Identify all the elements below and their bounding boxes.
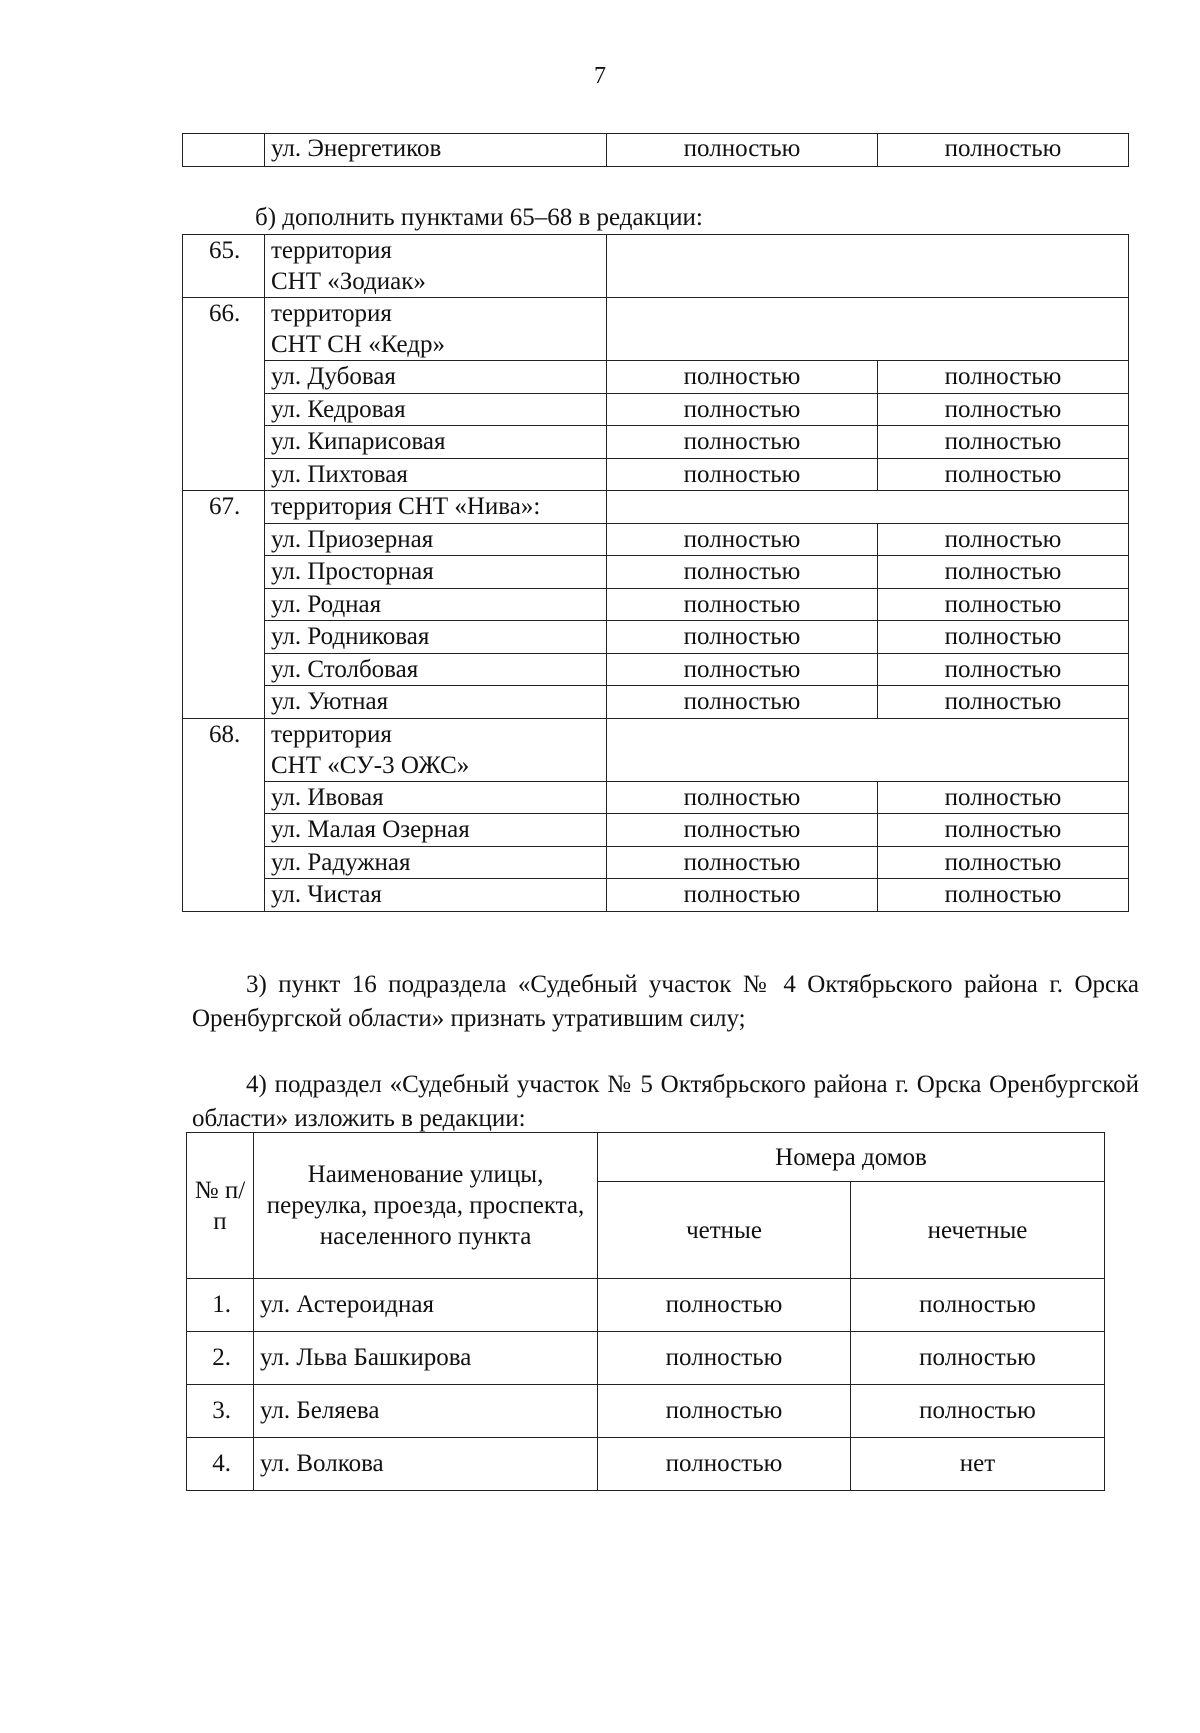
- odd-houses: полностью: [878, 361, 1129, 394]
- table-row: [183, 718, 1129, 781]
- even-houses: полностью: [598, 1385, 851, 1438]
- even-houses: полностью: [607, 361, 878, 394]
- even-houses: полностью: [607, 621, 878, 654]
- street-name: ул. Радужная: [265, 846, 607, 879]
- street-name: ул. Волкова: [254, 1438, 598, 1491]
- table-row: [183, 235, 1129, 298]
- street-name: ул. Малая Озерная: [265, 814, 607, 847]
- territory-name: территория СНТ «Нива»:: [265, 491, 607, 524]
- even-houses: полностью: [607, 879, 878, 912]
- table-row: [183, 426, 1129, 459]
- odd-houses: полностью: [878, 458, 1129, 491]
- even-houses: полностью: [607, 458, 878, 491]
- item-number: 66.: [183, 298, 265, 491]
- row-number: 4.: [187, 1438, 254, 1491]
- territory-name: [265, 235, 607, 298]
- table-row: [183, 523, 1129, 556]
- street-name: ул. Кедровая: [265, 393, 607, 426]
- street-name: ул. Чистая: [265, 879, 607, 912]
- even-houses: полностью: [598, 1279, 851, 1332]
- even-header: четные: [598, 1182, 851, 1279]
- street-name-header: Наименование улицы, переулка, проезда, проспекта, населенного пункта: [254, 1133, 598, 1279]
- house-numbers-header: Номера домов: [598, 1133, 1105, 1182]
- odd-houses: полностью: [878, 134, 1129, 167]
- odd-houses: полностью: [851, 1385, 1105, 1438]
- even-houses: полностью: [607, 781, 878, 814]
- even-houses: полностью: [607, 134, 878, 167]
- odd-header: нечетные: [851, 1182, 1105, 1279]
- odd-houses: полностью: [878, 814, 1129, 847]
- street-name: ул. Кипарисовая: [265, 426, 607, 459]
- table-row: [183, 491, 1129, 524]
- odd-houses: нет: [851, 1438, 1105, 1491]
- street-name: ул. Пихтовая: [265, 458, 607, 491]
- table-row: [183, 298, 1129, 361]
- odd-houses: полностью: [878, 523, 1129, 556]
- street-name: ул. Столбовая: [265, 653, 607, 686]
- street-name: ул. Дубовая: [265, 361, 607, 394]
- street-name: ул. Приозерная: [265, 523, 607, 556]
- number-header: № п/п: [187, 1133, 254, 1279]
- odd-houses: полностью: [878, 686, 1129, 719]
- item-number: 65.: [183, 235, 265, 298]
- even-houses: полностью: [607, 814, 878, 847]
- continued-table: [182, 133, 1129, 167]
- territory-name-line: территория: [271, 300, 392, 327]
- table-row: [183, 361, 1129, 394]
- table-row: [183, 458, 1129, 491]
- street-name: ул. Льва Башкирова: [254, 1332, 598, 1385]
- table-row: [187, 1438, 1105, 1491]
- table-row: [183, 556, 1129, 589]
- empty-cell: [607, 718, 1129, 781]
- page-number: 7: [594, 63, 606, 89]
- odd-houses: полностью: [878, 621, 1129, 654]
- table-row: [183, 134, 1129, 167]
- territory-name: [265, 718, 607, 781]
- even-houses: полностью: [598, 1332, 851, 1385]
- street-name: ул. Астероидная: [254, 1279, 598, 1332]
- street-name: ул. Ивовая: [265, 781, 607, 814]
- intro-b-text: б) дополнить пунктами 65–68 в редакции:: [255, 204, 703, 231]
- even-houses: полностью: [607, 588, 878, 621]
- header-row: [187, 1133, 1105, 1182]
- item-number: 67.: [183, 491, 265, 719]
- table-row: [183, 393, 1129, 426]
- row-number: [183, 134, 265, 167]
- table-row: [183, 846, 1129, 879]
- table-row: [183, 814, 1129, 847]
- street-name: ул. Уютная: [265, 686, 607, 719]
- even-houses: полностью: [607, 653, 878, 686]
- odd-houses: полностью: [878, 393, 1129, 426]
- street-name: ул. Беляева: [254, 1385, 598, 1438]
- table-row: [183, 879, 1129, 912]
- street-name: ул. Родниковая: [265, 621, 607, 654]
- row-number: 2.: [187, 1332, 254, 1385]
- territory-name-line: СНТ «Зодиак»: [271, 268, 426, 295]
- odd-houses: полностью: [878, 426, 1129, 459]
- empty-cell: [607, 491, 1129, 524]
- even-houses: полностью: [607, 523, 878, 556]
- odd-houses: полностью: [878, 556, 1129, 589]
- odd-houses: полностью: [878, 588, 1129, 621]
- street-name: ул. Энергетиков: [265, 134, 607, 167]
- odd-houses: полностью: [878, 879, 1129, 912]
- territory-name-line: территория: [271, 237, 392, 264]
- table-row: [187, 1332, 1105, 1385]
- street-name: ул. Просторная: [265, 556, 607, 589]
- territory-name: [265, 298, 607, 361]
- even-houses: полностью: [607, 426, 878, 459]
- odd-houses: полностью: [878, 846, 1129, 879]
- even-houses: полностью: [598, 1438, 851, 1491]
- table-row: [183, 686, 1129, 719]
- odd-houses: полностью: [851, 1279, 1105, 1332]
- paragraph-4: 4) подраздел «Судебный участок № 5 Октябрьского района г. Орска Оренбургской области» изложить в редакции:: [192, 1071, 1139, 1132]
- territory-name-line: СНТ «СУ-3 ОЖС»: [271, 751, 470, 779]
- table-row: [183, 588, 1129, 621]
- territory-name-line: СНТ СН «Кедр»: [271, 331, 445, 358]
- table-row: [183, 781, 1129, 814]
- table-row: [183, 653, 1129, 686]
- paragraph-3: 3) пункт 16 подраздела «Судебный участок № 4 Октябрьского района г. Орска Оренбургской области» признать утратившим силу;: [192, 971, 1139, 1032]
- street-name: ул. Родная: [265, 588, 607, 621]
- even-houses: полностью: [607, 686, 878, 719]
- district-5-table: [186, 1132, 1105, 1491]
- empty-cell: [607, 235, 1129, 298]
- row-number: 3.: [187, 1385, 254, 1438]
- even-houses: полностью: [607, 846, 878, 879]
- territory-name-line: территория: [271, 720, 392, 748]
- even-houses: полностью: [607, 556, 878, 589]
- table-row: [187, 1279, 1105, 1332]
- table-row: [183, 621, 1129, 654]
- table-row: [187, 1385, 1105, 1438]
- odd-houses: полностью: [878, 781, 1129, 814]
- odd-houses: полностью: [851, 1332, 1105, 1385]
- odd-houses: полностью: [878, 653, 1129, 686]
- row-number: 1.: [187, 1279, 254, 1332]
- territories-table: [182, 234, 1129, 912]
- item-number: 68.: [183, 718, 265, 911]
- empty-cell: [607, 298, 1129, 361]
- even-houses: полностью: [607, 393, 878, 426]
